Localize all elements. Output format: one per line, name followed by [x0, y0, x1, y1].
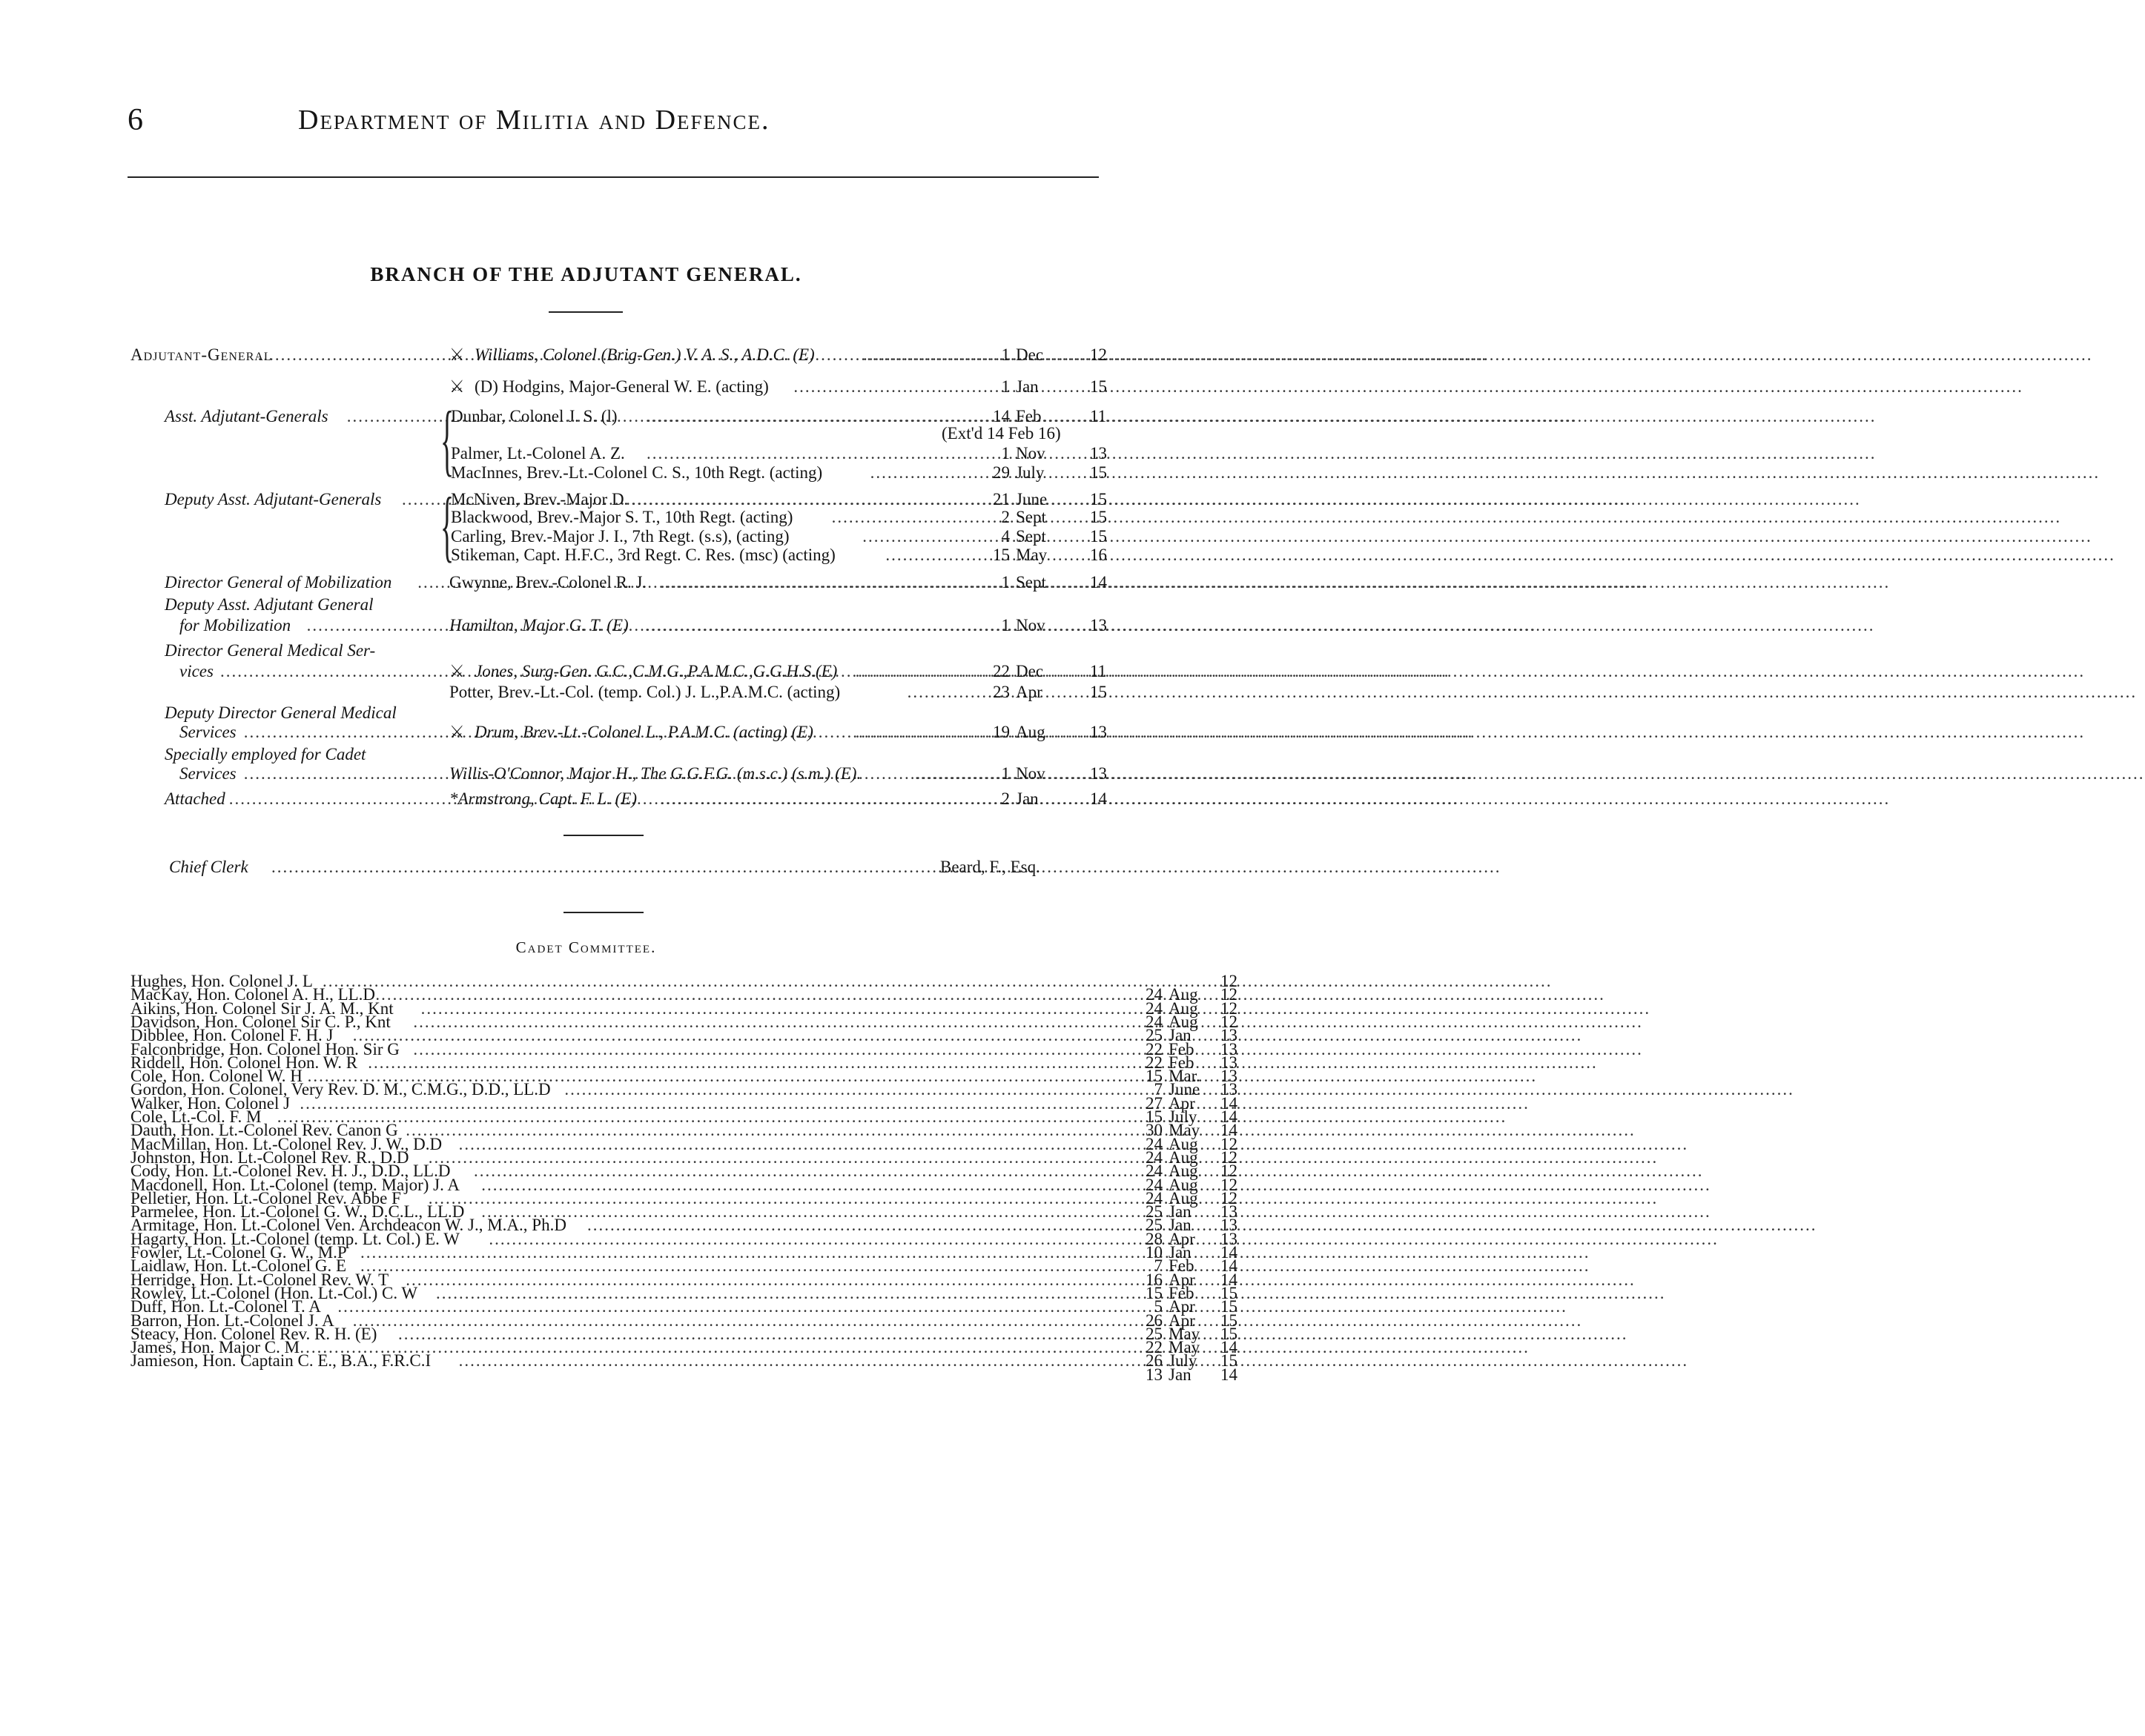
member-name: Cole, Hon. Colonel W. H	[130, 1067, 303, 1086]
chief-clerk-name: Beard, F., Esq.	[940, 858, 1040, 876]
date-year: 12	[1220, 1147, 1237, 1167]
date-day: 24	[1146, 985, 1163, 1004]
appointment-date	[979, 443, 1066, 464]
date-year: 12	[1220, 1134, 1237, 1153]
officer-name	[451, 526, 790, 547]
officer-name-text: Palmer, Lt.-Colonel A. Z.	[451, 444, 625, 463]
date-month: July	[1016, 463, 1045, 482]
date-day: 25	[1146, 1026, 1163, 1045]
date-month: Aug	[1169, 1175, 1198, 1194]
date-month: Aug	[1169, 1147, 1198, 1167]
leader-dots	[220, 661, 446, 682]
leader-dots	[885, 545, 977, 566]
date-year: 12	[1220, 1012, 1237, 1031]
date-month: May	[1016, 546, 1048, 564]
date-year: 13	[1220, 1202, 1237, 1222]
appointment-date	[979, 526, 1066, 547]
member-name: Hughes, Hon. Colonel J. L	[130, 972, 313, 990]
appointment-label: Director General of Mobilization	[165, 573, 392, 592]
date-month: Apr	[1016, 683, 1042, 701]
date-year: 13	[1220, 1067, 1237, 1086]
officer-name	[449, 763, 861, 784]
appointment-date	[979, 507, 1066, 528]
date-day: 24	[1146, 1012, 1163, 1031]
crossed-swords-icon: ⚔	[449, 377, 465, 396]
member-name: Rowley, Lt.-Colonel (Hon. Lt.-Col.) C. W	[130, 1283, 418, 1302]
date-month: Apr	[1169, 1270, 1195, 1289]
date-month: July	[1169, 1107, 1197, 1126]
officer-name-text: (Ext'd 14 Feb 16)	[942, 424, 1061, 443]
member-name: Gordon, Hon. Colonel, Very Rev. D. M., C.M.G., D.D., LL.D	[130, 1080, 551, 1099]
appointment-label: Attached	[165, 789, 225, 808]
date-day: 1	[1001, 573, 1010, 592]
date-year: 15	[1220, 1351, 1237, 1371]
date-day: 24	[1146, 1162, 1163, 1181]
member-name: Falconbridge, Hon. Colonel Hon. Sir G	[130, 1039, 400, 1059]
date-month: Jan	[1016, 377, 1039, 396]
date-month: Apr	[1169, 1093, 1195, 1113]
date-year: 12	[1220, 985, 1237, 1004]
divider-rule-2	[563, 912, 644, 913]
date-year: 13	[1090, 723, 1107, 741]
date-month: Jan	[1169, 1243, 1192, 1262]
leader-dots	[908, 682, 977, 703]
cadet-committee-title: Cadet Committee.	[515, 938, 657, 956]
member-name: Laidlaw, Hon. Lt.-Colonel G. E	[130, 1256, 347, 1276]
member-name: Jamieson, Hon. Captain C. E., B.A., F.R.C.I	[130, 1351, 432, 1371]
date-day: 7	[1154, 1256, 1163, 1276]
date-month: Nov	[1016, 616, 1045, 635]
date-year: 14	[1220, 1338, 1237, 1357]
member-name: Dibblee, Hon. Colonel F. H. J	[130, 1026, 334, 1045]
member-name: James, Hon. Major C. M	[130, 1338, 300, 1357]
date-day: 27	[1146, 1093, 1163, 1113]
officer-name	[449, 722, 813, 743]
appointment-label: Deputy Asst. Adjutant General	[165, 595, 374, 614]
date-day: 15	[1146, 1067, 1163, 1086]
officer-name-text: Williams, Colonel (Brig-Gen.) V. A. S., A.D.C. (E)	[475, 345, 815, 364]
officer-name-text: Jones, Surg-Gen. G.C.,C.M.G.,P.A.M.C.,G.G.H.S.(E)	[475, 662, 838, 680]
leader-dots	[661, 572, 986, 593]
leader-dots	[856, 661, 977, 682]
date-month: Apr	[1169, 1229, 1195, 1248]
date-day: 5	[1154, 1297, 1163, 1316]
crossed-swords-icon: ⚔	[449, 662, 465, 680]
date-year: 14	[1220, 1256, 1237, 1276]
member-name: MacMillan, Hon. Lt.-Colonel Rev. J. W., D.D	[130, 1134, 443, 1153]
date-month: Aug	[1169, 1012, 1198, 1031]
header-rule	[128, 176, 1099, 178]
member-name: Cody, Hon. Lt.-Colonel Rev. H. J., D.D., LL.D	[130, 1162, 451, 1181]
member-name: Cole, Lt.-Col. F. M	[130, 1107, 262, 1126]
date-month: Dec	[1016, 662, 1044, 680]
appointment-date	[979, 545, 1066, 566]
date-month: Aug	[1016, 723, 1045, 741]
appointment-label: Services	[179, 764, 237, 783]
date-day: 19	[993, 723, 1010, 741]
page-header	[128, 102, 1099, 147]
member-name: Riddell, Hon. Colonel Hon. W. R	[130, 1053, 358, 1072]
appointment-label: Asst. Adjutant-Generals	[165, 407, 328, 425]
officer-name	[451, 463, 822, 483]
date-month: Feb	[1169, 1053, 1194, 1072]
date-day: 13	[1146, 1365, 1163, 1384]
appointment-date	[979, 661, 1066, 682]
date-day: 24	[1146, 998, 1163, 1018]
date-day: 29	[993, 463, 1010, 482]
date-day: 7	[1154, 1080, 1163, 1099]
date-month: Apr	[1169, 1297, 1195, 1316]
member-name: Armitage, Hon. Lt.-Colonel Ven. Archdeacon W. J., M.A., Ph.D	[130, 1216, 566, 1235]
leader-dots	[647, 406, 977, 427]
date-day: 1	[1001, 764, 1010, 783]
date-year: 13	[1090, 444, 1107, 463]
member-name: Herridge, Hon. Lt.-Colonel Rev. W. T	[130, 1270, 389, 1289]
officer-name-text: McNiven, Brev.-Major D.	[451, 490, 629, 508]
member-name: Steacy, Hon. Colonel Rev. R. H. (E)	[130, 1324, 377, 1343]
date-day: 21	[993, 490, 1010, 508]
date-year: 14	[1220, 1093, 1237, 1113]
appointment-label: Specially employed for Cadet	[165, 745, 366, 763]
grouping-brace: {	[440, 482, 455, 570]
date-year: 14	[1220, 1243, 1237, 1262]
leader-dots	[832, 507, 986, 528]
officer-name-text: Dunbar, Colonel J. S. (l)	[451, 407, 618, 425]
date-year: 15	[1220, 1311, 1237, 1330]
officer-name	[449, 572, 647, 593]
date-month: July	[1169, 1351, 1197, 1371]
officer-name-text: MacInnes, Brev.-Lt.-Colonel C. S., 10th Regt. (acting)	[451, 463, 823, 482]
appointment-date	[979, 572, 1066, 593]
appointment-date	[979, 722, 1066, 743]
leader-dots	[244, 722, 446, 743]
officer-name	[449, 615, 629, 636]
officer-name	[942, 423, 1061, 444]
date-year: 12	[1220, 998, 1237, 1018]
date-day: 24	[1146, 1147, 1163, 1167]
date-day: 26	[1146, 1351, 1163, 1371]
date-year: 14	[1220, 1365, 1237, 1384]
date-year: 13	[1220, 1026, 1237, 1045]
date-month: Jan	[1169, 1202, 1192, 1222]
date-year: 15	[1090, 527, 1107, 546]
date-year: 12	[1090, 345, 1107, 364]
appointment-date	[979, 763, 1066, 784]
appointment-date	[979, 615, 1066, 636]
appointment-date	[979, 345, 1066, 365]
appointment-label: Director General Medical Ser-	[165, 641, 376, 660]
date-month: Apr	[1169, 1311, 1195, 1330]
date-month: May	[1169, 1324, 1200, 1343]
date-day: 28	[1146, 1229, 1163, 1248]
member-name: Dauth, Hon. Lt.-Colonel Rev. Canon G	[130, 1121, 398, 1140]
date-year: 15	[1090, 490, 1107, 508]
leader-dots	[402, 489, 446, 510]
appointment-label: Deputy Director General Medical	[165, 703, 397, 722]
member-name: Macdonell, Hon. Lt.-Colonel (temp. Major) J. A	[130, 1175, 460, 1194]
date-year: 13	[1220, 1080, 1237, 1099]
date-month: June	[1169, 1080, 1200, 1099]
date-year: 12	[1220, 1162, 1237, 1181]
date-month: Feb	[1169, 1283, 1194, 1302]
date-month: Jan	[1016, 789, 1039, 808]
appointment-date	[979, 789, 1066, 809]
divider-rule	[563, 835, 644, 836]
officer-name	[449, 789, 637, 809]
date-month: Aug	[1169, 998, 1198, 1018]
appointment-date	[979, 682, 1066, 703]
leader-dots	[307, 615, 446, 636]
leader-dots	[244, 763, 446, 784]
member-name: Pelletier, Hon. Lt.-Colonel Rev. Abbe F	[130, 1188, 401, 1207]
member-name: Aikins, Hon. Colonel Sir J. A. M., Knt	[130, 998, 394, 1018]
date-day: 22	[1146, 1039, 1163, 1059]
leader-dots	[459, 1352, 1097, 1369]
date-month: Feb	[1169, 1039, 1194, 1059]
grouping-brace: {	[440, 396, 455, 484]
date-year: 11	[1090, 407, 1107, 425]
date-day: 2	[1001, 508, 1010, 526]
officer-name	[449, 682, 840, 703]
date-year: 13	[1220, 1216, 1237, 1235]
appointment-label: Services	[179, 723, 237, 741]
date-year: 13	[1220, 1039, 1237, 1059]
leader-dots	[229, 789, 446, 809]
date-month: May	[1169, 1121, 1200, 1140]
date-year: 13	[1090, 764, 1107, 783]
leader-dots	[347, 406, 446, 427]
member-name: Fowler, Lt.-Colonel G. W., M.P	[130, 1243, 347, 1262]
date-year: 15	[1220, 1297, 1237, 1316]
date-month: Mar.	[1169, 1067, 1200, 1086]
date-day: 26	[1146, 1311, 1163, 1330]
member-name: Duff, Hon. Lt.-Colonel T. A	[130, 1297, 321, 1316]
date-day: 4	[1001, 527, 1010, 546]
officer-name-text: Drum, Brev.-Lt.-Colonel L., P.A.M.C. (acting) (E)	[475, 723, 813, 741]
date-month: Sept	[1016, 508, 1046, 526]
date-year: 15	[1090, 377, 1107, 396]
date-month: Aug	[1169, 985, 1198, 1004]
date-month: Aug	[1169, 1188, 1198, 1207]
officer-name	[451, 406, 618, 427]
appointment-label: Deputy Asst. Adjutant-Generals	[165, 490, 382, 508]
date-day: 30	[1146, 1121, 1163, 1140]
date-year: 15	[1090, 508, 1107, 526]
leader-dots	[862, 526, 986, 547]
date-day: 14	[993, 407, 1010, 425]
member-name: Parmelee, Hon. Lt.-Colonel G. W., D.C.L., LL.D	[130, 1202, 465, 1222]
date-month: June	[1016, 490, 1048, 508]
date-day: 1	[1001, 345, 1010, 364]
date-day: 15	[1146, 1283, 1163, 1302]
officer-name-text: Willis-O'Connor, Major H., The G.G.F.G. (m.s.c.) (s.m.) (E).	[449, 764, 862, 783]
title-rule	[549, 311, 623, 313]
date-day: 25	[1146, 1202, 1163, 1222]
date-month: Aug	[1169, 1162, 1198, 1181]
date-year: 14	[1220, 1107, 1237, 1126]
leader-dots	[856, 722, 977, 743]
date-year: 12	[1220, 972, 1237, 990]
date-month: Jan	[1169, 1365, 1192, 1384]
date-day: 1	[1001, 616, 1010, 635]
date-day: 22	[993, 662, 1010, 680]
appointment-date	[979, 377, 1066, 397]
officer-name	[451, 507, 793, 528]
officer-name-text: Blackwood, Brev.-Major S. T., 10th Regt. (acting)	[451, 508, 793, 526]
leader-dots	[645, 615, 986, 636]
running-title: Department of Militia and Defence.	[298, 105, 770, 136]
date-year: 11	[1090, 662, 1107, 680]
date-day: 15	[993, 546, 1010, 564]
appointment-date	[979, 463, 1066, 483]
officer-name-text: Hamilton, Major G. T. (E)	[449, 616, 629, 635]
officer-name	[449, 345, 815, 365]
appointment-label: Adjutant-General	[130, 345, 272, 364]
appointment-label: for Mobilization	[179, 616, 291, 635]
date-month: Nov	[1016, 444, 1045, 463]
date-month: Sept	[1016, 573, 1046, 592]
date-year: 12	[1220, 1175, 1237, 1194]
leader-dots	[258, 345, 446, 365]
officer-name-text: *Armstrong, Capt. F. L. (E)	[449, 789, 638, 808]
date-day: 24	[1146, 1188, 1163, 1207]
date-day: 22	[1146, 1053, 1163, 1072]
date-day: 1	[1001, 444, 1010, 463]
date-year: 13	[1220, 1053, 1237, 1072]
leader-dots	[271, 857, 953, 878]
date-day: 2	[1001, 789, 1010, 808]
date-day: 25	[1146, 1216, 1163, 1235]
date-year: 15	[1220, 1283, 1237, 1302]
date-day: 23	[993, 683, 1010, 701]
crossed-swords-icon: ⚔	[449, 723, 465, 741]
page-number: 6	[128, 103, 143, 137]
leader-dots	[863, 345, 986, 365]
date-year: 15	[1090, 463, 1107, 482]
officer-name-text: (D) Hodgins, Major-General W. E. (acting)	[475, 377, 769, 396]
chief-clerk-label: Chief Clerk	[169, 858, 248, 876]
date-day: 22	[1146, 1338, 1163, 1357]
date-year: 13	[1090, 616, 1107, 635]
leader-dots	[915, 763, 986, 784]
date-month: Jan	[1169, 1216, 1192, 1235]
date-year: 14	[1090, 573, 1107, 592]
member-name: Walker, Hon. Colonel J	[130, 1093, 291, 1113]
member-name: MacKay, Hon. Colonel A. H., LL.D	[130, 985, 376, 1004]
leader-dots	[661, 789, 986, 809]
officer-name	[451, 443, 625, 464]
date-year: 15	[1090, 683, 1107, 701]
date-year: 15	[1220, 1324, 1237, 1343]
officer-name-text: Gwynne, Brev.-Colonel R. J.	[449, 573, 647, 592]
appointment-label: vices	[179, 662, 214, 680]
date-year: 14	[1090, 789, 1107, 808]
date-day: 1	[1001, 377, 1010, 396]
date-month: Dec	[1016, 345, 1044, 364]
date-month: Feb	[1169, 1256, 1194, 1276]
date-month: May	[1169, 1338, 1200, 1357]
date-year: 14	[1220, 1270, 1237, 1289]
officer-name	[451, 545, 836, 566]
date-month: Aug	[1169, 1134, 1198, 1153]
date-year: 13	[1220, 1229, 1237, 1248]
member-name: Barron, Hon. Lt.-Colonel J. A	[130, 1311, 334, 1330]
date-day: 25	[1146, 1324, 1163, 1343]
officer-name	[449, 661, 837, 682]
date-month: Sept	[1016, 527, 1046, 546]
officer-name	[449, 377, 769, 397]
date-day: 10	[1146, 1243, 1163, 1262]
officer-name-text: Stikeman, Capt. H.F.C., 3rd Regt. C. Res. (msc) (acting)	[451, 546, 836, 564]
member-name: Hagarty, Hon. Lt.-Colonel (temp. Lt. Col.) E. W	[130, 1229, 460, 1248]
leader-dots	[870, 463, 977, 483]
date-year: 14	[1220, 1121, 1237, 1140]
officer-name-text: Potter, Brev.-Lt.-Col. (temp. Col.) J. L.,P.A.M.C. (acting)	[449, 683, 841, 701]
date-day: 24	[1146, 1175, 1163, 1194]
date-month: Nov	[1016, 764, 1045, 783]
officer-name-text: Carling, Brev.-Major J. I., 7th Regt. (s.s), (acting)	[451, 527, 790, 546]
section-title: BRANCH OF THE ADJUTANT GENERAL.	[370, 263, 802, 285]
date-month: Feb	[1016, 407, 1042, 425]
member-name: Davidson, Hon. Colonel Sir C. P., Knt	[130, 1012, 391, 1031]
date-year: 16	[1090, 546, 1107, 564]
crossed-swords-icon: ⚔	[449, 345, 465, 364]
leader-dots	[647, 443, 986, 464]
leader-dots	[417, 572, 446, 593]
member-name: Johnston, Hon. Lt.-Colonel Rev. R., D.D	[130, 1147, 409, 1167]
date-year: 12	[1220, 1188, 1237, 1207]
leader-dots	[793, 377, 986, 397]
date-day: 24	[1146, 1134, 1163, 1153]
date-month: Jan	[1169, 1026, 1192, 1045]
date-day: 15	[1146, 1107, 1163, 1126]
date-day: 16	[1146, 1270, 1163, 1289]
